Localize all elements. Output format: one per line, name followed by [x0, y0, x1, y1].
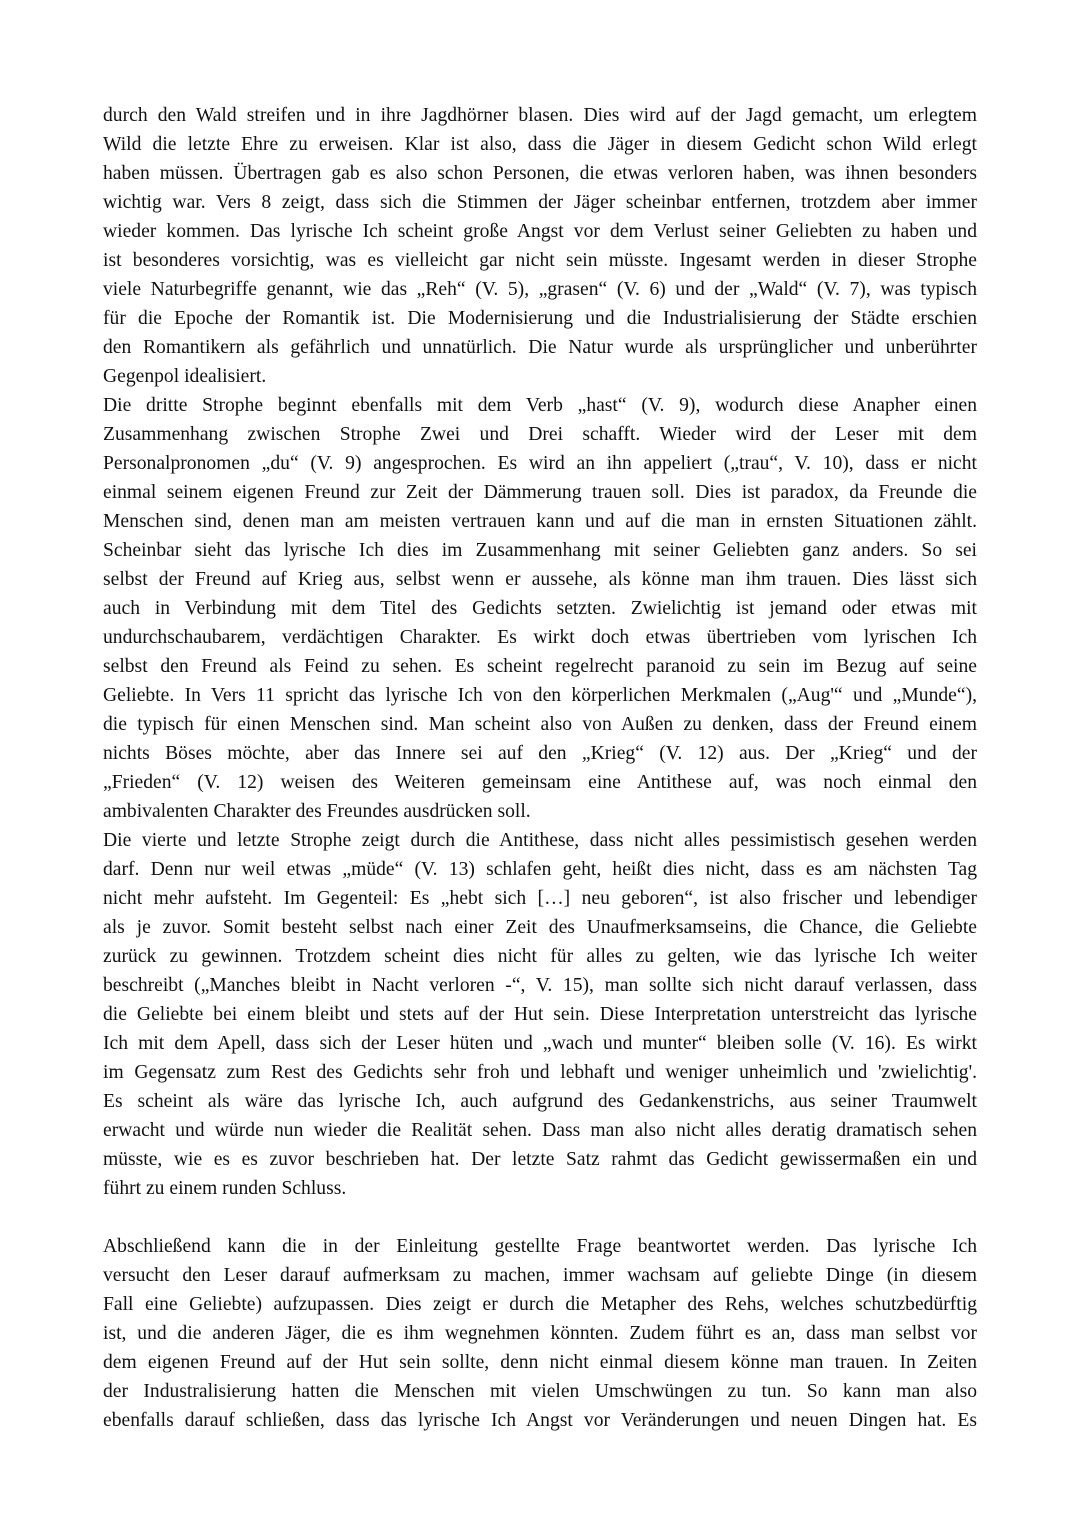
text-line: Wild die letzte Ehre zu erweisen. Klar ist also, dass die Jäger in diesem Gedicht schon Wild erlegt	[103, 134, 977, 155]
text-line: der Industralisierung hatten die Menschen mit vielen Umschwüngen zu tun. So kann man also	[103, 1381, 977, 1402]
text-line: versucht den Leser darauf aufmerksam zu machen, immer wachsam auf geliebte Dinge (in diesem	[103, 1265, 977, 1286]
text-line: wieder kommen. Das lyrische Ich scheint große Angst vor dem Verlust seiner Geliebten zu haben und	[103, 221, 977, 242]
text-line: „Frieden“ (V. 12) weisen des Weiteren gemeinsam eine Antithese auf, was noch einmal den	[103, 772, 977, 793]
text-line: die typisch für einen Menschen sind. Man scheint also von Außen zu denken, dass der Freund einem	[103, 714, 977, 735]
text-line: wichtig war. Vers 8 zeigt, dass sich die Stimmen der Jäger scheinbar entfernen, trotzdem aber immer	[103, 192, 977, 213]
text-line: viele Naturbegriffe genannt, wie das „Reh“ (V. 5), „grasen“ (V. 6) und der „Wald“ (V. 7), was typisch	[103, 279, 977, 300]
text-line: Scheinbar sieht das lyrische Ich dies im Zusammenhang mit seiner Geliebten ganz anders. So sei	[103, 540, 977, 561]
text-line: ebenfalls darauf schließen, dass das lyrische Ich Angst vor Veränderungen und neuen Dingen hat. Es	[103, 1410, 977, 1431]
text-line: haben müssen. Übertragen gab es also schon Personen, die etwas verloren haben, was ihnen besonders	[103, 163, 977, 184]
text-line: ist besonderes vorsichtig, was es vielleicht gar nicht sein müsste. Ingesamt werden in dieser Strophe	[103, 250, 977, 271]
text-line: Die dritte Strophe beginnt ebenfalls mit dem Verb „hast“ (V. 9), wodurch diese Anapher einen	[103, 395, 977, 416]
text-line: beschreibt („Manches bleibt in Nacht verloren -“, V. 15), man sollte sich nicht darauf verlassen, dass	[103, 975, 977, 996]
text-line: nicht mehr aufsteht. Im Gegenteil: Es „hebt sich […] neu geboren“, ist also frischer und lebendiger	[103, 888, 977, 909]
paragraph-strophe-3	[103, 391, 977, 826]
text-line: für die Epoche der Romantik ist. Die Modernisierung und die Industrialisierung der Städte erschien	[103, 308, 977, 329]
document-page	[103, 101, 977, 1435]
text-line: zurück zu gewinnen. Trotzdem scheint dies nicht für alles zu gelten, wie das lyrische Ich weiter	[103, 946, 977, 967]
text-line: auch in Verbindung mit dem Titel des Gedichts setzten. Zwielichtig ist jemand oder etwas mit	[103, 598, 977, 619]
text-line: Abschließend kann die in der Einleitung gestellte Frage beantwortet werden. Das lyrische Ich	[103, 1236, 977, 1257]
text-line: Personalpronomen „du“ (V. 9) angesprochen. Es wird an ihn appeliert („trau“, V. 10), dass er nicht	[103, 453, 977, 474]
text-line: führt zu einem runden Schluss.	[103, 1178, 347, 1199]
text-line: dem eigenen Freund auf der Hut sein sollte, denn nicht einmal diesem könne man trauen. In Zeiten	[103, 1352, 977, 1373]
text-line: Menschen sind, denen man am meisten vertrauen kann und auf die man in ernsten Situationen zählt.	[103, 511, 977, 532]
paragraph-strophe-4	[103, 826, 977, 1203]
text-line: Es scheint als wäre das lyrische Ich, auch aufgrund des Gedankenstrichs, aus seiner Traumwelt	[103, 1091, 977, 1112]
text-line: die Geliebte bei einem bleibt und stets auf der Hut sein. Diese Interpretation unterstreicht das lyrische	[103, 1004, 977, 1025]
text-line: Zusammenhang zwischen Strophe Zwei und Drei schafft. Wieder wird der Leser mit dem	[103, 424, 977, 445]
text-line: Ich mit dem Apell, dass sich der Leser hüten und „wach und munter“ bleiben solle (V. 16). Es wirkt	[103, 1033, 977, 1054]
text-line: Geliebte. In Vers 11 spricht das lyrische Ich von den körperlichen Merkmalen („Aug'“ und „Munde“),	[103, 685, 977, 706]
text-line: selbst der Freund auf Krieg aus, selbst wenn er aussehe, als könne man ihm trauen. Dies lässt sich	[103, 569, 977, 590]
text-line: als je zuvor. Somit besteht selbst nach einer Zeit des Unaufmerksamseins, die Chance, die Geliebte	[103, 917, 977, 938]
text-line: müsste, wie es es zuvor beschrieben hat. Der letzte Satz rahmt das Gedicht gewissermaßen ein und	[103, 1149, 977, 1170]
text-line: undurchschaubarem, verdächtigen Charakter. Es wirkt doch etwas übertrieben vom lyrischen Ich	[103, 627, 977, 648]
text-line: ambivalenten Charakter des Freundes ausdrücken soll.	[103, 801, 531, 822]
text-line: selbst den Freund als Feind zu sehen. Es scheint regelrecht paranoid zu sein im Bezug auf seine	[103, 656, 977, 677]
paragraph-strophe-2-continued	[103, 101, 977, 391]
text-line: erwacht und würde nun wieder die Realität sehen. Dass man also nicht alles deratig dramatisch sehen	[103, 1120, 977, 1141]
text-line: Die vierte und letzte Strophe zeigt durch die Antithese, dass nicht alles pessimistisch gesehen werden	[103, 830, 977, 851]
text-line: darf. Denn nur weil etwas „müde“ (V. 13) schlafen geht, heißt dies nicht, dass es am nächsten Tag	[103, 859, 977, 880]
text-line: ist, und die anderen Jäger, die es ihm wegnehmen könnten. Zudem führt es an, dass man selbst vor	[103, 1323, 977, 1344]
text-line: Gegenpol idealisiert.	[103, 366, 267, 387]
paragraph-spacer	[103, 1203, 977, 1232]
text-line: einmal seinem eigenen Freund zur Zeit der Dämmerung trauen soll. Dies ist paradox, da Freunde die	[103, 482, 977, 503]
text-line: durch den Wald streifen und in ihre Jagdhörner blasen. Dies wird auf der Jagd gemacht, um erlegtem	[103, 105, 977, 126]
text-line: Fall eine Geliebte) aufzupassen. Dies zeigt er durch die Metapher des Rehs, welches schutzbedürftig	[103, 1294, 977, 1315]
text-line: den Romantikern als gefährlich und unnatürlich. Die Natur wurde als ursprünglicher und unberührter	[103, 337, 977, 358]
paragraph-conclusion	[103, 1232, 977, 1435]
text-line: nichts Böses möchte, aber das Innere sei auf den „Krieg“ (V. 12) aus. Der „Krieg“ und der	[103, 743, 977, 764]
text-line: im Gegensatz zum Rest des Gedichts sehr froh und lebhaft und weniger unheimlich und 'zwielichtig'.	[103, 1062, 977, 1083]
